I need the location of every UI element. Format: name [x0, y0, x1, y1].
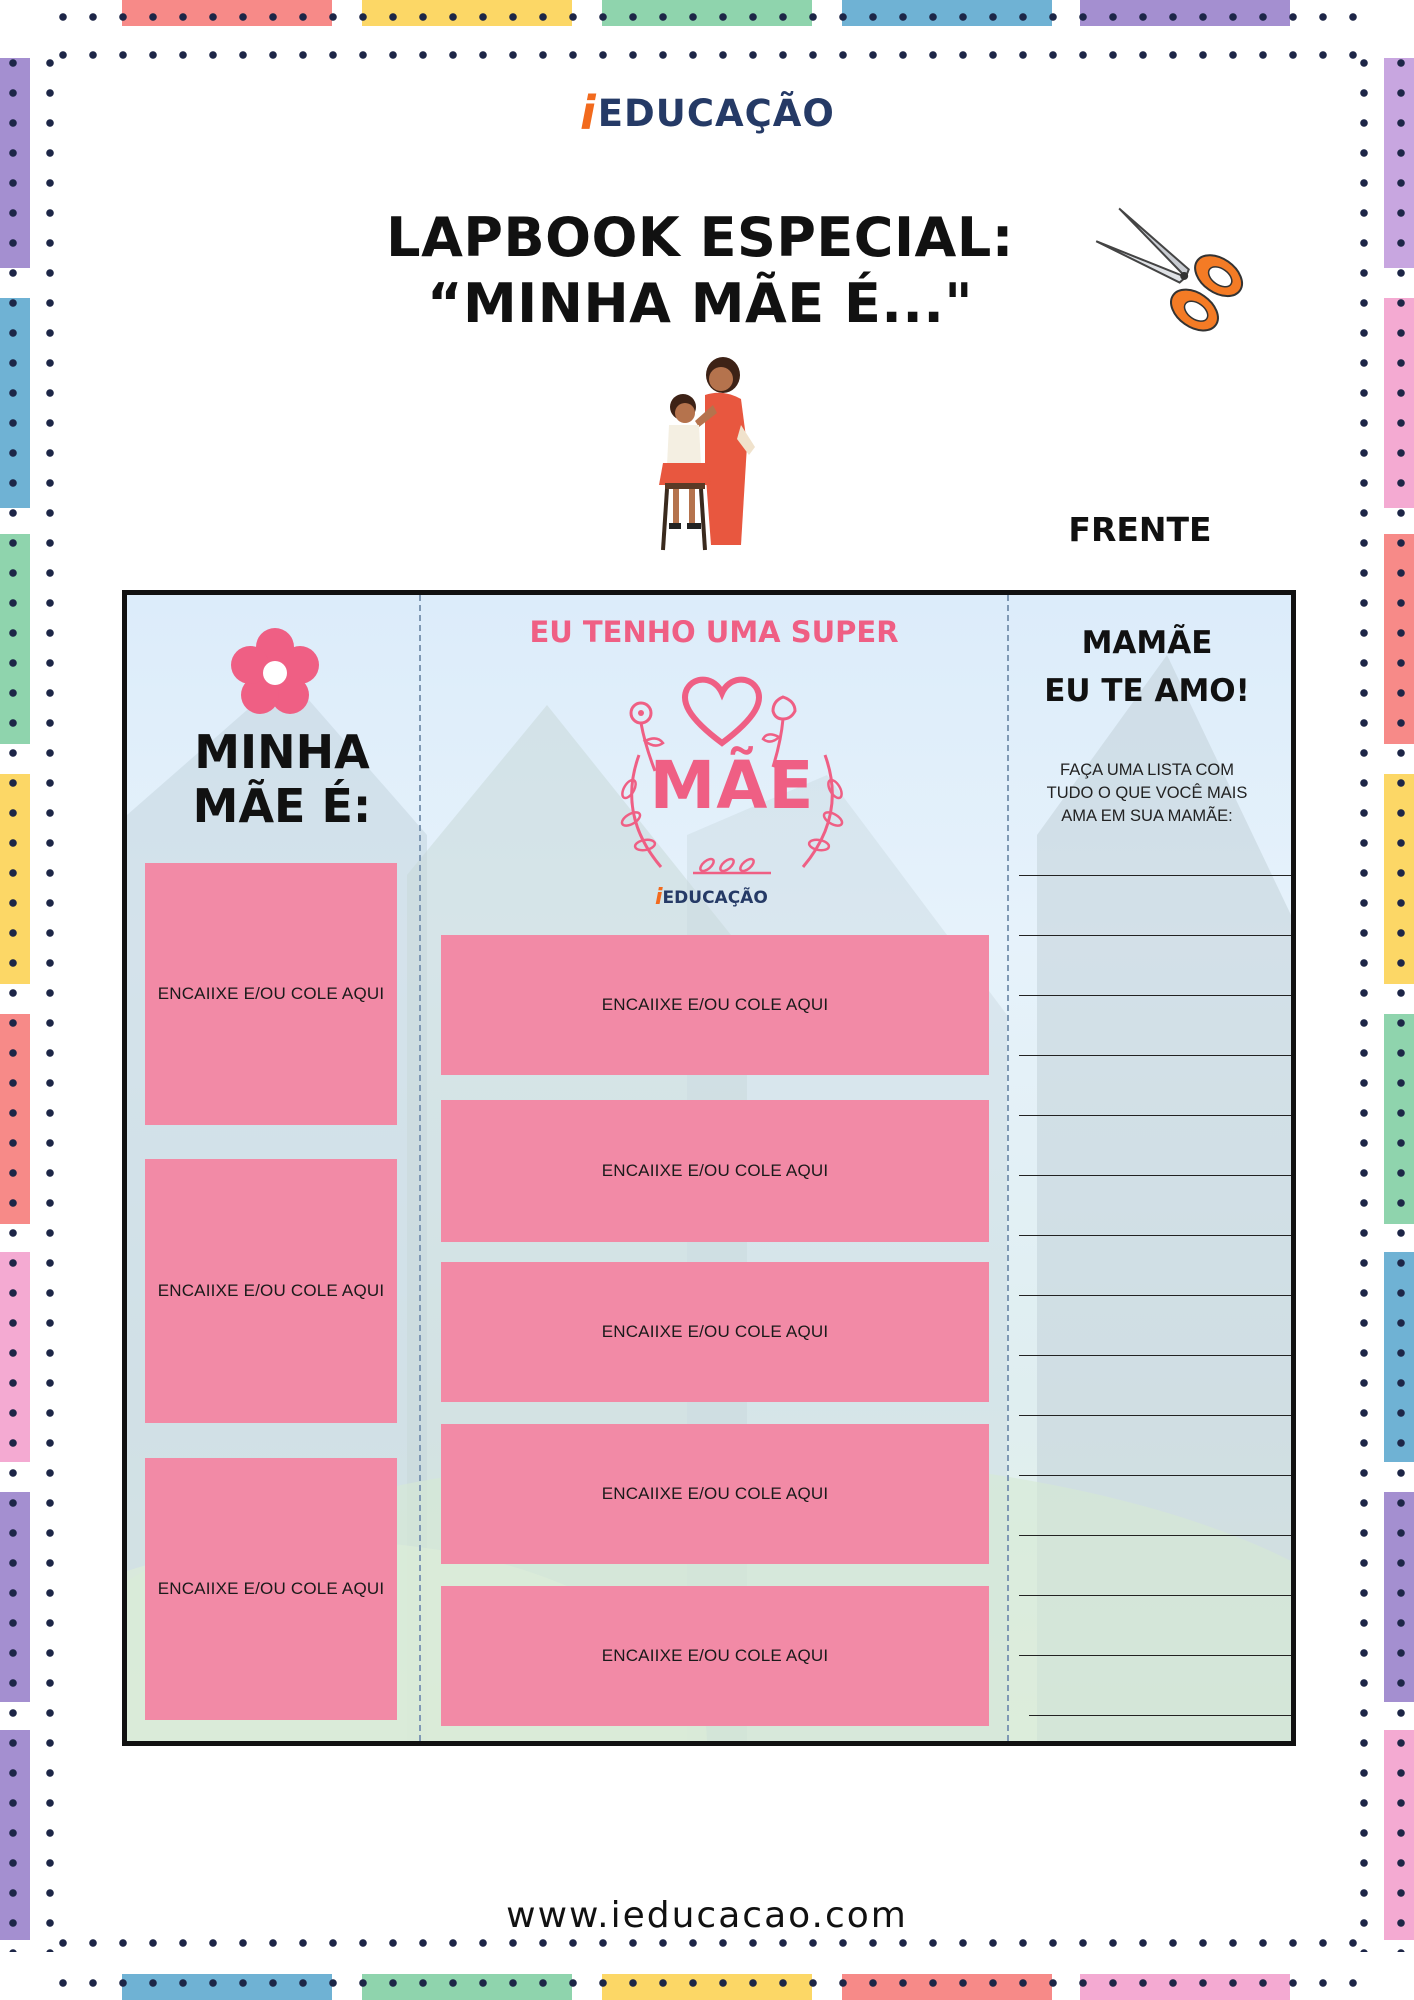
- lapbook-panel: [122, 590, 1296, 1746]
- writing-line[interactable]: [1019, 1595, 1295, 1596]
- left-paste-box-2[interactable]: ENCAIIXE E/OU COLE AQUI: [145, 1159, 397, 1423]
- middle-heading: EU TENHO UMA SUPER: [529, 615, 899, 649]
- logo-text: EDUCAÇÃO: [597, 91, 835, 135]
- middle-paste-box-2[interactable]: ENCAIIXE E/OU COLE AQUI: [441, 1100, 989, 1242]
- logo-i-mark: i: [580, 86, 596, 140]
- dotted-border-bottom-2: [48, 1978, 1366, 1988]
- writing-line[interactable]: [1019, 875, 1295, 876]
- left-paste-box-1[interactable]: ENCAIIXE E/OU COLE AQUI: [145, 863, 397, 1125]
- writing-line[interactable]: [1019, 1355, 1295, 1356]
- left-title-line1: MINHA: [194, 725, 370, 779]
- writing-line[interactable]: [1019, 1115, 1295, 1116]
- fold-line-right: [1007, 595, 1009, 1741]
- fold-line-left: [419, 595, 421, 1741]
- dotted-border-right-2: [1396, 48, 1406, 1952]
- heart-icon: [677, 673, 767, 749]
- writing-line[interactable]: [1019, 1655, 1295, 1656]
- right-title-line2: EU TE AMO!: [1044, 673, 1250, 709]
- small-logo-text: EDUCAÇÃO: [662, 887, 768, 908]
- instruction-line-3: AMA EM SUA MAMÃE:: [1061, 807, 1233, 825]
- frente-label: FRENTE: [1068, 510, 1212, 549]
- flower-icon: [227, 625, 323, 721]
- left-paste-box-3[interactable]: ENCAIIXE E/OU COLE AQUI: [145, 1458, 397, 1720]
- dotted-border-top-1: [48, 12, 1366, 22]
- mother-daughter-illustration: [655, 355, 775, 555]
- page-title-line2: “MINHA MÃE É...": [426, 272, 974, 335]
- writing-line[interactable]: [1019, 1475, 1295, 1476]
- footer-url: www.ieducacao.com: [506, 1895, 908, 1936]
- dotted-border-left-2: [45, 48, 55, 1952]
- writing-line[interactable]: [1019, 1175, 1295, 1176]
- writing-line[interactable]: [1019, 995, 1295, 996]
- dotted-border-left-1: [8, 48, 18, 1952]
- middle-paste-box-1[interactable]: ENCAIIXE E/OU COLE AQUI: [441, 935, 989, 1075]
- writing-line[interactable]: [1019, 1235, 1295, 1236]
- middle-paste-box-3[interactable]: ENCAIIXE E/OU COLE AQUI: [441, 1262, 989, 1402]
- middle-paste-box-4[interactable]: ENCAIIXE E/OU COLE AQUI: [441, 1424, 989, 1564]
- page-title-line1: LAPBOOK ESPECIAL:: [386, 206, 1014, 269]
- writing-line[interactable]: [1029, 1715, 1295, 1716]
- writing-line[interactable]: [1019, 1415, 1295, 1416]
- instruction-line-2: TUDO O QUE VOCÊ MAIS: [1046, 784, 1248, 802]
- brand-logo: [580, 88, 835, 138]
- scissors-icon: [1075, 185, 1255, 345]
- dotted-border-right-1: [1359, 48, 1369, 1952]
- left-title-line2: MÃE É:: [192, 779, 372, 833]
- writing-line[interactable]: [1019, 1295, 1295, 1296]
- middle-paste-box-5[interactable]: ENCAIIXE E/OU COLE AQUI: [441, 1586, 989, 1726]
- small-logo-i-mark: i: [655, 885, 663, 910]
- writing-line[interactable]: [1019, 1055, 1295, 1056]
- small-brand-logo: [655, 885, 768, 910]
- dotted-border-top-2: [48, 50, 1366, 60]
- right-instructions: [1027, 759, 1267, 828]
- instruction-line-1: FAÇA UMA LISTA COM: [1060, 761, 1234, 779]
- right-title-line1: MAMÃE: [1081, 625, 1213, 661]
- dotted-border-bottom-1: [48, 1938, 1366, 1948]
- writing-line[interactable]: [1019, 935, 1295, 936]
- writing-line[interactable]: [1019, 1535, 1295, 1536]
- mae-word: MÃE: [649, 747, 815, 824]
